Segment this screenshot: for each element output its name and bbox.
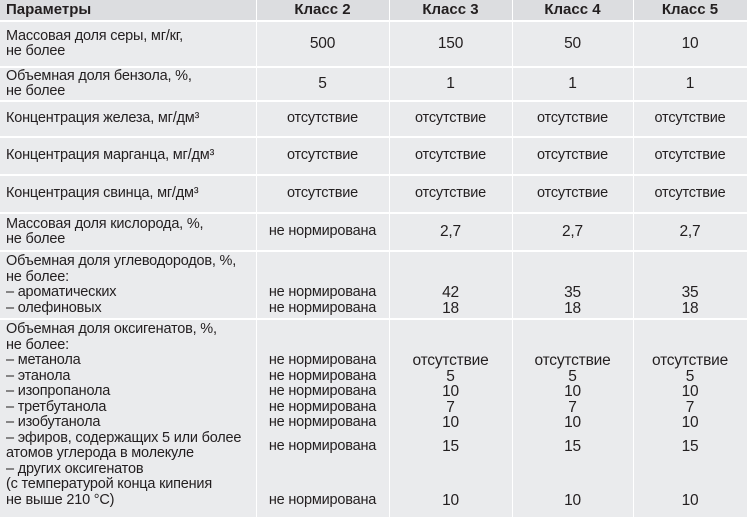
value-cell: отсутствие <box>389 137 512 175</box>
param-line: Массовая доля серы, мг/кг, <box>6 27 183 44</box>
value-line: 10 <box>681 491 699 509</box>
value-line: не нормирована <box>268 437 377 454</box>
param-line: не более: <box>6 336 69 353</box>
value-cell <box>389 319 512 517</box>
param-sulfur <box>0 21 256 67</box>
value-cell: 1 <box>389 67 512 101</box>
value-line: не нормирована <box>268 414 377 430</box>
value-line: 15 <box>564 437 581 455</box>
value-line: 10 <box>442 383 459 400</box>
param-line: атомов углерода в молекуле <box>6 445 194 461</box>
value-cell: 5 <box>256 67 389 101</box>
value-line: 5 <box>446 367 455 385</box>
value-line: 10 <box>442 491 459 509</box>
header-class-5: Класс 5 <box>633 0 747 21</box>
value-line: 10 <box>564 383 581 400</box>
value-line: 5 <box>568 367 577 385</box>
header-class-3: Класс 3 <box>389 0 512 21</box>
param-line: не более <box>6 43 66 59</box>
table-row-iron <box>0 101 747 137</box>
value-cell: отсутствие <box>256 175 389 213</box>
value-cell: отсутствие <box>633 137 747 175</box>
param-line: Концентрация свинца, мг/дм³ <box>6 185 199 202</box>
param-line: – метанола <box>6 352 81 368</box>
value-line: отсутствие <box>652 352 728 369</box>
param-lead <box>0 175 256 213</box>
param-manganese <box>0 137 256 175</box>
value-cell <box>512 251 633 319</box>
value-cell: отсутствие <box>512 175 633 213</box>
value-cell <box>633 251 747 319</box>
table-row-oxygenates <box>0 319 747 517</box>
param-line: – изопропанола <box>6 383 111 399</box>
table-row-lead <box>0 175 747 213</box>
value-line: 42 <box>442 284 459 301</box>
value-line: не нормирована <box>268 398 377 415</box>
value-line: 18 <box>442 299 459 317</box>
param-line: – олефиновых <box>6 299 102 316</box>
param-oxygen <box>0 213 256 251</box>
value-line: 10 <box>681 414 699 431</box>
param-oxygenates <box>0 319 256 517</box>
value-cell <box>512 319 633 517</box>
value-line: 10 <box>681 383 699 400</box>
value-line: 7 <box>446 398 455 416</box>
value-cell: 2,7 <box>389 213 512 251</box>
value-cell: 150 <box>389 21 512 67</box>
table-row-sulfur <box>0 21 747 67</box>
value-line: 18 <box>564 299 581 317</box>
header-parameters: Параметры <box>0 0 256 21</box>
header-row <box>0 0 747 21</box>
param-line: Объемная доля углеводородов, %, <box>6 253 237 269</box>
value-cell: отсутствие <box>256 137 389 175</box>
value-line: не нормирована <box>268 491 377 508</box>
value-line: 35 <box>564 284 581 301</box>
value-cell: 2,7 <box>512 213 633 251</box>
value-cell: 10 <box>633 21 747 67</box>
value-line: отсутствие <box>534 352 611 369</box>
param-line: – этанола <box>6 367 71 384</box>
value-line: 7 <box>685 398 695 416</box>
param-line: – третбутанола <box>6 398 107 415</box>
value-line: 10 <box>564 414 581 431</box>
value-line: 5 <box>685 367 695 385</box>
value-cell: отсутствие <box>633 101 747 137</box>
header-class-4: Класс 4 <box>512 0 633 21</box>
param-line: не более <box>6 83 66 99</box>
value-cell <box>389 251 512 319</box>
value-cell: отсутствие <box>389 101 512 137</box>
value-cell: 1 <box>512 67 633 101</box>
param-line: Концентрация марганца, мг/дм³ <box>6 147 215 164</box>
param-line: Объемная доля бензола, %, <box>6 67 192 84</box>
param-line: – ароматических <box>6 284 117 300</box>
value-cell <box>633 319 747 517</box>
value-cell: не нормирована <box>256 213 389 251</box>
value-line: 18 <box>681 299 699 317</box>
value-line: отсутствие <box>412 352 489 369</box>
value-cell: отсутствие <box>389 175 512 213</box>
param-line: (с температурой конца кипения <box>6 476 212 492</box>
value-line: не нормирована <box>268 383 377 399</box>
value-line: 10 <box>442 414 459 431</box>
table-row-manganese <box>0 137 747 175</box>
table-row-hydrocarbons <box>0 251 747 319</box>
param-line: – других оксигенатов <box>6 460 144 477</box>
value-line: не нормирована <box>268 367 377 384</box>
value-cell: отсутствие <box>256 101 389 137</box>
value-line: 10 <box>564 491 581 509</box>
table-row-benzene <box>0 67 747 101</box>
param-line: Концентрация железа, мг/дм³ <box>6 110 200 127</box>
value-cell: 1 <box>633 67 747 101</box>
value-cell: отсутствие <box>512 137 633 175</box>
param-line: не более: <box>6 268 69 285</box>
value-cell: отсутствие <box>512 101 633 137</box>
param-line: Массовая доля кислорода, %, <box>6 215 204 232</box>
value-cell <box>256 319 389 517</box>
value-cell <box>256 251 389 319</box>
param-line: не более <box>6 231 66 247</box>
header-class-2: Класс 2 <box>256 0 389 21</box>
table-row-oxygen <box>0 213 747 251</box>
value-line: 35 <box>681 284 699 301</box>
value-cell: отсутствие <box>633 175 747 213</box>
value-line: 15 <box>442 437 459 455</box>
value-line: не нормирована <box>268 284 377 300</box>
param-line: Объемная доля оксигенатов, %, <box>6 321 217 337</box>
value-line: 15 <box>681 437 699 455</box>
param-line: – эфиров, содержащих 5 или более <box>6 429 242 446</box>
value-line: 7 <box>568 398 577 416</box>
value-cell: 2,7 <box>633 213 747 251</box>
param-line: не выше 210 °С) <box>6 491 115 508</box>
value-cell: 50 <box>512 21 633 67</box>
value-line: не нормирована <box>268 299 377 316</box>
param-benzene <box>0 67 256 101</box>
param-hydrocarbons <box>0 251 256 319</box>
param-line: – изобутанола <box>6 414 101 430</box>
param-iron <box>0 101 256 137</box>
value-cell: 500 <box>256 21 389 67</box>
value-line: не нормирована <box>268 352 377 368</box>
